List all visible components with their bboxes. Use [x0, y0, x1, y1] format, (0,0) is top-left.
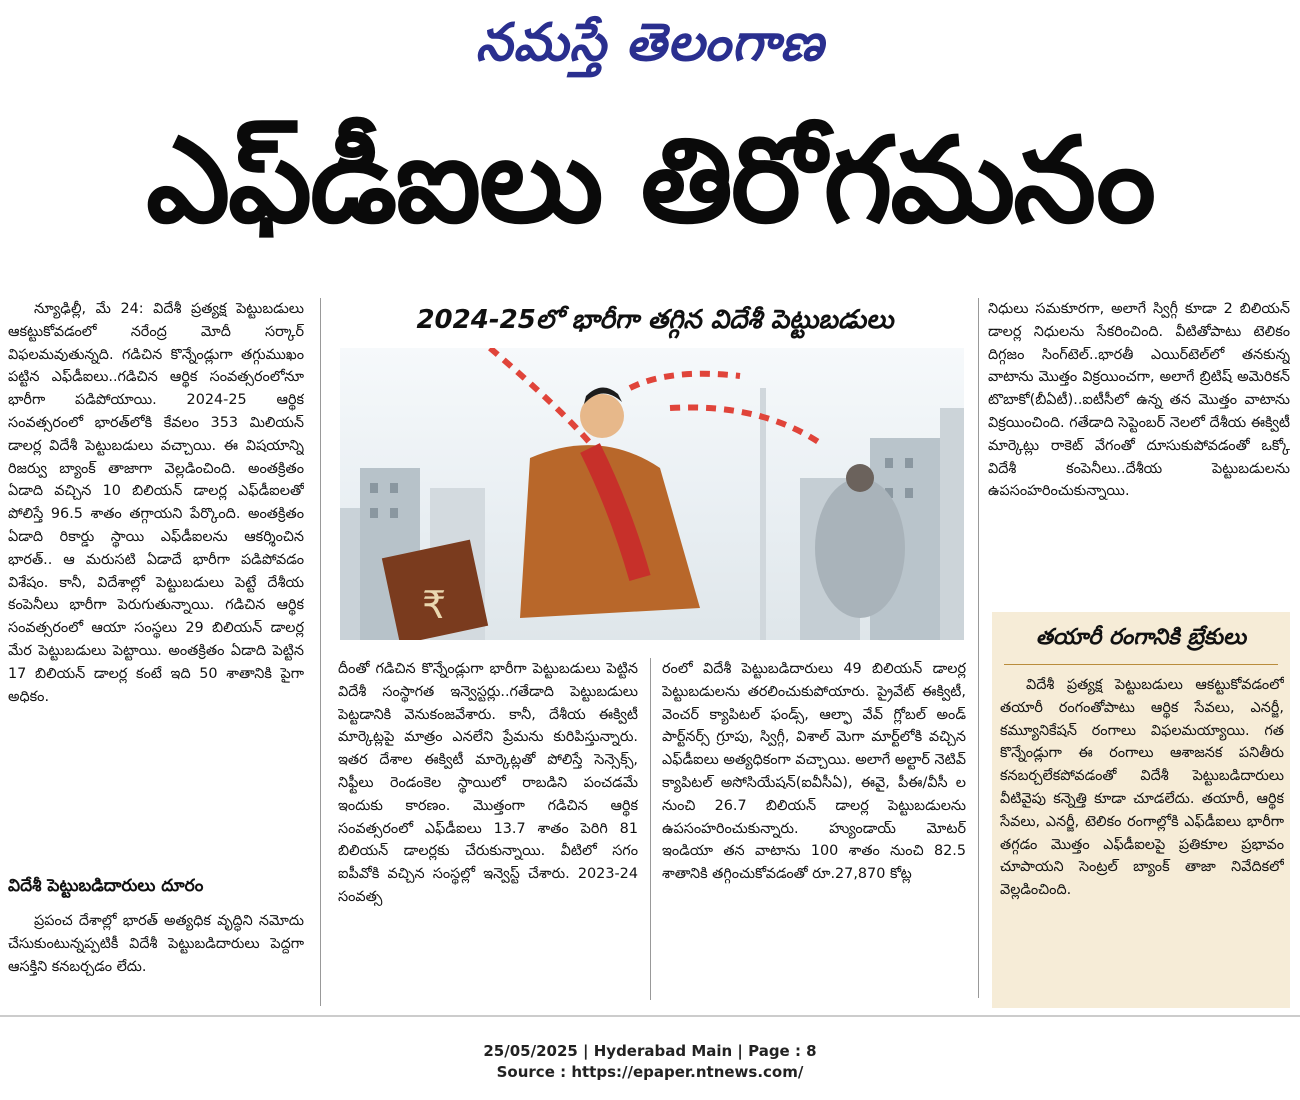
subheading-investors: విదేశీ పెట్టుబడిదారులు దూరం	[8, 876, 204, 896]
article-paragraph: న్యూఢిల్లీ, మే 24: విదేశీ ప్రత్యక్ష పెట్టుబడులు ఆకట్టుకోవడంలో నరేంద్ర మోదీ సర్కార్ విఫలమవుతున్నది. గడిచిన కొన్నేండ్లుగా తగ్గుముఖం పట్టిన ఎఫ్‌డీఐలు..గడిచిన ఆర్థిక సంవత్సరంలోనూ భారీగా పడిపోయాయి. 2024-25 ఆర్థిక సంవత్సరంలో భారత్‌లోకి కేవలం 353 మిలియన్ డాలర్ల విదేశీ పెట్టుబడులు వచ్చాయి. ఈ విషయాన్ని రిజర్వు బ్యాంక్ తాజాగా వెల్లడించింది. అంతక్రితం ఏడాది వచ్చిన 10 బిలియన్ డాలర్ల ఎఫ్‌డీఐలతో పోలిస్తే 96.5 శాతం తగ్గాయని పేర్కొంది. అంతక్రితం ఏడాది రికార్డు స్థాయి ఎఫ్‌డీఐలను ఆకర్శించిన భారత్.. ఆ మరుసటి ఏడాదే భారీగా పడిపోవడం విశేషం. కానీ, విదేశాల్లో పెట్టుబడులు పెట్టే దేశీయ కంపెనీలు భారీగా పెరుగుతున్నాయి. గడిచిన ఆర్థిక సంవత్సరంలో ఆయా సంస్థలు 29 బిలియన్ డాలర్ల మేర పెట్టుబడులు పెట్టాయి. అంతక్రితం ఏడాది పెట్టిన 17 బిలియన్ డాలర్ల కంటే ఇది 50 శాతానికి పైగా అధికం.	[8, 301, 304, 705]
box-divider	[1004, 664, 1278, 665]
article-paragraph: ప్రపంచ దేశాల్లో భారత్ అత్యధిక వృద్ధిని నమోదు చేసుకుంటున్నప్పటికీ విదేశీ పెట్టుబడిదారులు పెద్దగా ఆసక్తిని కనబర్చడం లేదు.	[8, 913, 304, 975]
headline: ఎఫ్‌డీఐలు తిరోగమనం	[146, 111, 1154, 249]
footer-divider	[0, 1015, 1300, 1017]
footer-source-link[interactable]: Source : https://epaper.ntnews.com/	[496, 1063, 804, 1081]
column-divider	[650, 658, 651, 1000]
article-column-1-continued	[8, 910, 304, 1000]
sidebar-box	[992, 612, 1290, 1008]
illustration-image	[340, 348, 964, 640]
photo-title: 2024-25లో భారీగా తగ్గిన విదేశీ పెట్టుబడులు	[416, 305, 894, 335]
box-title: తయారీ రంగానికి బ్రేకులు	[1035, 625, 1247, 650]
article-paragraph: నిధులు సమకూరగా, అలాగే స్విగ్గీ కూడా 2 బిలియన్ డాలర్ల నిధులను సేకరించింది. వీటితోపాటు టెలికం దిగ్గజం సింగ్‌టెల్..భారతీ ఎయిర్‌టెల్‌లో తనకున్న వాటాను మొత్తం విక్రయించగా, అలాగే బ్రిటిష్ అమెరికన్ టొబాకో(బీఏటీ)..ఐటీసీలో ఉన్న తన మొత్తం వాటాను విక్రయించింది. గతేడాది సెప్టెంబర్ నెలలో దేశీయ ఈక్విటీ మార్కెట్లు రాకెట్ వేగంతో దూసుకుపోవడంతో ఒక్కో విదేశీ కంపెనీలు..దేశీయ పెట్టుబడులను ఉపసంహరించుకున్నాయి.	[988, 301, 1290, 500]
article-paragraph: రంలో విదేశీ పెట్టుబడిదారులు 49 బిలియన్ డాలర్ల పెట్టుబడులను తరలించుకుపోయారు. ప్రైవేట్ ఈక్విటీ, వెంచర్ క్యాపిటల్ ఫండ్స్, ఆల్ఫా వేవ్ గ్లోబల్ అండ్ పార్ట్‌నర్స్ గ్రూపు, స్విగ్గీ, విశాల్ మెగా మార్ట్‌లోకి వచ్చిన ఎఫ్‌డీఐలు అత్యధికంగా వచ్చాయి. అలాగే అల్టార్ నెటివ్ క్యాపిటల్ అసోసియేషన్(ఐవీసీఏ), ఈవై, పీఈ/వీసీ ల నుంచి 26.7 బిలియన్ డాలర్ల పెట్టుబడులను ఉపసంహరించుకున్నారు. హ్యుండాయ్ మోటర్ ఇండియా తన వాటాను 100 శాతం నుంచి 82.5 శాతానికి తగ్గించుకోవడంతో రూ.27,870 కోట్ల	[662, 661, 966, 883]
businessman-illustration	[340, 348, 964, 640]
masthead-logo: నమస్తే తెలంగాణ	[475, 12, 825, 73]
box-article-column	[1000, 674, 1284, 1006]
article-paragraph: విదేశీ ప్రత్యక్ష పెట్టుబడులు ఆకట్టుకోవడంలో తయారీ రంగంతోపాటు ఆర్థిక సేవలు, ఎనర్జీ, కమ్యూనికేషన్ రంగాలు విఫలమయ్యాయి. గత కొన్నేండ్లుగా ఈ రంగాలు ఆశాజనక పనితీరు కనబర్చలేకపోవడంతో విదేశీ పెట్టుబడిదారులు వీటివైపు కన్నెత్తి కూడా చూడలేదు. తయారీ, ఆర్థిక సేవలు, ఎనర్జీ, టెలికం రంగాల్లోకి ఎఫ్‌డీఐలు భారీగా తగ్గడం మొత్తం ఎఫ్‌డీఐలపై ప్రతికూల ప్రభావం చూపాయని సెంట్రల్ బ్యాంక్ తాజా నివేదికలో వెల్లడించింది.	[1000, 677, 1284, 899]
footer-date-edition: 25/05/2025 | Hyderabad Main | Page : 8	[483, 1042, 817, 1060]
column-divider	[320, 298, 321, 1006]
column-divider	[978, 298, 979, 998]
article-column-4	[988, 298, 1290, 604]
svg-text:₹: ₹	[422, 583, 447, 627]
article-column-1	[8, 298, 304, 854]
article-paragraph: దీంతో గడిచిన కొన్నేండ్లుగా భారీగా పెట్టుబడులు పెట్టిన విదేశీ సంస్థాగత ఇన్వెస్టర్లు..గతేడాది పెట్టుబడులు పెట్టడానికి వెనుకంజవేశారు. కానీ, దేశీయ ఈక్విటీ మార్కెట్లపై మాత్రం ఎనలేని ప్రేమను కురిపిస్తున్నారు. ఇతర దేశాల ఈక్విటీ మార్కెట్లతో పోలిస్తే సెన్సెక్స్, నిఫ్టీలు రెండంకెల స్థాయిలో రాబడిని పంచడమే ఇందుకు కారణం. మొత్తంగా గడిచిన ఆర్థిక సంవత్సరంలో ఎఫ్‌డీఐలు 13.7 శాతం పెరిగి 81 బిలియన్ డాలర్లకు చేరుకున్నాయి. వీటిలో సగం ఐపీవోకి వచ్చిన సంస్థల్లో ఇన్వెస్ట్ చేశారు. 2023-24 సంవత్స	[338, 661, 638, 905]
article-column-2	[338, 658, 638, 1000]
article-column-3	[662, 658, 966, 1000]
